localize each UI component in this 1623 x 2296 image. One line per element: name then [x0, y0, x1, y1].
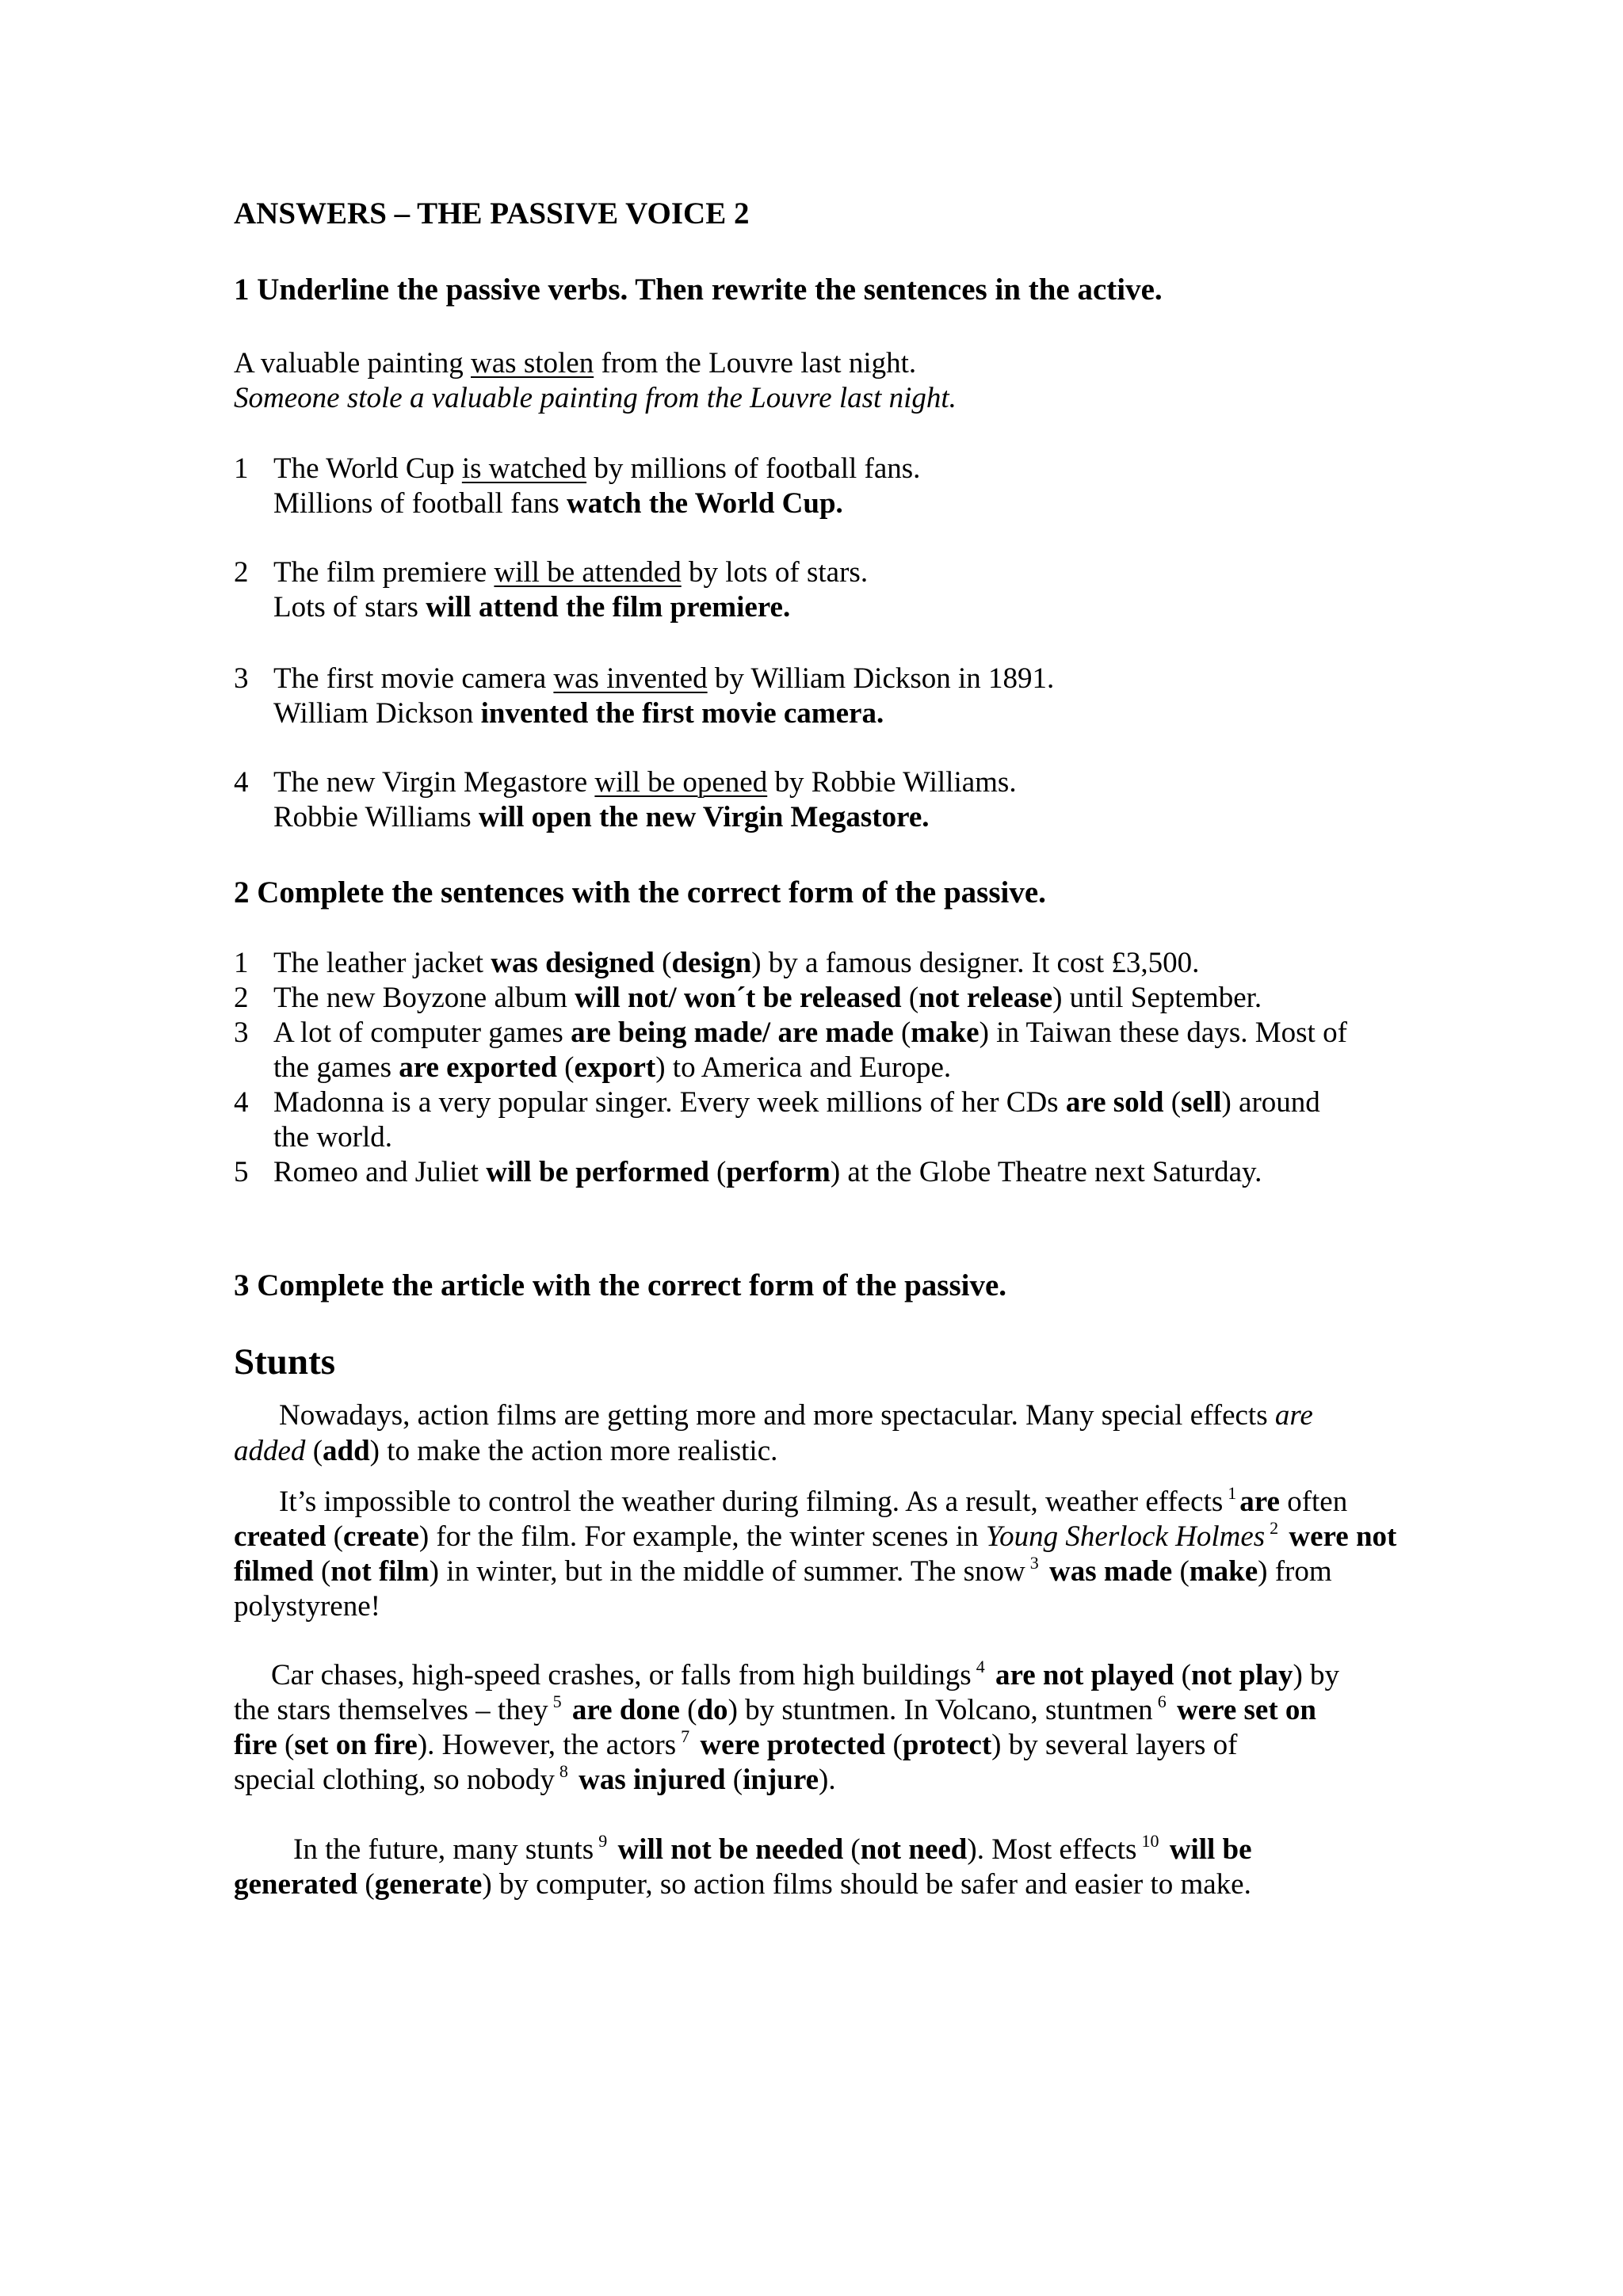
item-sentence: The World Cup is watched by millions of football fans.: [273, 452, 921, 485]
item-text-line: the world.: [273, 1121, 393, 1154]
article-line: filmed (not film) in winter, but in the middle of summer. The snow $^3$ was made (make) from: [234, 1553, 1332, 1588]
item-number: 1: [234, 947, 249, 979]
item-text-line: A lot of computer games are being made/ are made (make) in Taiwan these days. Most of: [273, 1016, 1347, 1049]
footnote-number: 10: [1141, 1831, 1159, 1851]
exercise-2-heading: 2 Complete the sentences with the correct form of the passive.: [234, 875, 1046, 910]
footnote-number: 4: [976, 1657, 985, 1676]
exercise-3-heading: 3 Complete the article with the correct form of the passive.: [234, 1268, 1007, 1302]
passive-verb: will be opened: [594, 766, 768, 799]
passive-verb: was stolen: [471, 347, 594, 379]
item-number: 4: [234, 1086, 249, 1119]
footnote-number: 8: [559, 1761, 568, 1781]
footnote-number: 9: [598, 1831, 608, 1851]
item-text-line: Romeo and Juliet will be performed (perform) at the Globe Theatre next Saturday.: [273, 1156, 1262, 1188]
footnote-number: 3: [1029, 1553, 1039, 1573]
item-text-line: The leather jacket was designed (design) by a famous designer. It cost £3,500.: [273, 947, 1200, 979]
exercise-1-example-sentence: A valuable painting was stolen from the Louvre last night.: [234, 347, 917, 379]
article-line: Nowadays, action films are getting more and more spectacular. Many special effects are: [279, 1399, 1313, 1432]
article-title: Stunts: [234, 1341, 336, 1383]
article-line: In the future, many stunts $^9$ will not be needed (not need). Most effects $^{10}$ will be: [293, 1831, 1252, 1866]
item-text-line: the games are exported (export) to America and Europe.: [273, 1051, 952, 1084]
item-answer: Lots of stars will attend the film premiere.: [273, 591, 791, 624]
article-line: added (add) to make the action more realistic.: [234, 1435, 778, 1467]
footnote-number: 2: [1270, 1518, 1279, 1538]
passive-verb: will be attended: [494, 556, 682, 589]
item-text-line: Madonna is a very popular singer. Every week millions of her CDs are sold (sell) around: [273, 1086, 1320, 1119]
article-line: Car chases, high-speed crashes, or falls from high buildings $^4$ are not played (not play) by: [271, 1657, 1340, 1691]
item-answer: William Dickson invented the first movie camera.: [273, 697, 884, 730]
page-title: ANSWERS – THE PASSIVE VOICE 2: [234, 196, 750, 231]
item-sentence: The film premiere will be attended by lots of stars.: [273, 556, 869, 589]
item-number: 3: [234, 1016, 249, 1049]
article-line: the stars themselves – they $^5$ are done (do) by stuntmen. In Volcano, stuntmen $^6$ were set on: [234, 1691, 1316, 1726]
footnote-number: 7: [681, 1726, 690, 1746]
article-line: polystyrene!: [234, 1590, 380, 1623]
article-line: special clothing, so nobody $^8$ was injured (injure).: [234, 1761, 836, 1796]
item-number: 5: [234, 1156, 249, 1188]
passive-verb: is watched: [461, 452, 587, 485]
item-sentence: The first movie camera was invented by William Dickson in 1891.: [273, 662, 1055, 695]
worksheet-page: ANSWERS – THE PASSIVE VOICE 2 1 Underline the passive verbs. Then rewrite the sentences in the active. A valuable painting was stolen from the Louvre last night. Someone stole a valuable painting from the Louvre last night. 1 The World Cup is watched by millions of football fans. Millions of football fans watch the World Cup. 2 The film premiere will be attended by lots of stars. Lots of stars will attend the film premiere. 3 The first movie camera was invented by William Dickson in 1891. William Dickson invented the first movie camera. 4 The new Virgin Megastore will be opened by Robbie Williams. Robbie Williams will open the new Virgin Megastore. 2 Complete the sentences with the correct form of the passive. 1 The leather jacket was designed (design) by a famous designer. It cost £3,500. 2 The new Boyzone album will not/ won´t be released (not release) until September. 3 A lot of computer games are being made/ are made (make) in Taiwan these days. Most of the games are exported (export) to America and Europe. 4 Madonna is a very popular singer. Every week millions of her CDs are sold (sell) around the world. 5 Romeo and Juliet will be performed (perform) at the Globe Theatre next Saturday. 3 Complete the article with the correct form of the passive. Stunts Nowadays, action films are getting more and more spectacular. Many special effects are added (add) to make the action more realistic. It’s impossible to control the weather during filming. As a result, weather effects $^1$ are often created (create) for the film. For example, the winter scenes in Young Sherlock Holmes $^2$ were not filmed (not film) in winter, but in the middle of summer. The snow $^3$ was made (make) from polystyrene! Car chases, high-speed crashes, or falls from high buildings $^4$ are not played (not play) by the stars themselves – they $^5$ are done (do) by stuntmen. In Volcano, stuntmen $^6$ were set on fire (set on fire). However, the actors $^7$ were protected (protect) by several layers of special clothing, so nobody $^8$ was injured (injure). In the future, many stunts $^9$ will not be needed (not need). Most effects $^{10}$ will be generated (generate) by computer, so action films should be safer and easier to make.: [234, 196, 1397, 1901]
article-line: created (create) for the film. For example, the winter scenes in Young Sherlock Holmes $^2$ were not: [234, 1518, 1397, 1553]
footnote-number: 6: [1157, 1691, 1167, 1711]
exercise-1-example-answer: Someone stole a valuable painting from the Louvre last night.: [234, 382, 957, 414]
article-line: fire (set on fire). However, the actors $^7$ were protected (protect) by several layers of: [234, 1726, 1238, 1761]
item-sentence: The new Virgin Megastore will be opened by Robbie Williams.: [273, 766, 1017, 799]
footnote-number: 5: [552, 1691, 562, 1711]
item-answer: Millions of football fans watch the World Cup.: [273, 487, 843, 520]
article-line: It’s impossible to control the weather during filming. As a result, weather effects $^1$ are often: [279, 1483, 1348, 1518]
footnote-number: 1: [1228, 1483, 1237, 1503]
article-line: generated (generate) by computer, so action films should be safer and easier to make.: [234, 1868, 1251, 1901]
exercise-1-heading: 1 Underline the passive verbs. Then rewrite the sentences in the active.: [234, 273, 1163, 307]
item-text-line: The new Boyzone album will not/ won´t be released (not release) until September.: [273, 982, 1262, 1014]
item-number: 2: [234, 982, 249, 1014]
passive-verb: was invented: [553, 662, 708, 695]
item-answer: Robbie Williams will open the new Virgin Megastore.: [273, 801, 930, 833]
